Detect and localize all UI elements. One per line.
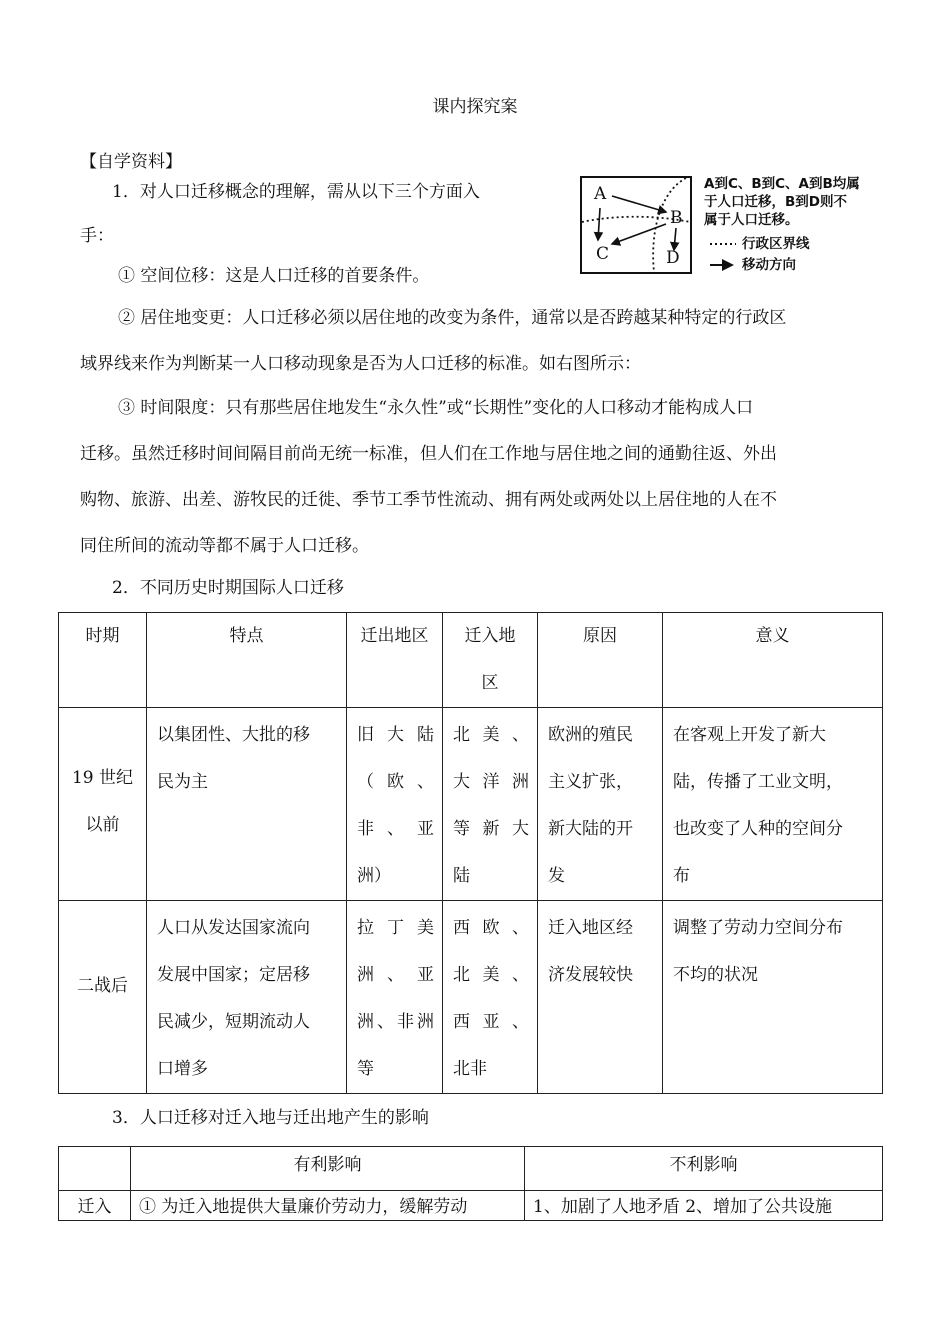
migration-history-table	[58, 612, 883, 1094]
item1-line2: 手：	[80, 226, 114, 246]
migration-diagram	[580, 172, 880, 276]
table-row	[59, 901, 883, 1094]
period-cell: 19 世纪 以前	[59, 708, 147, 901]
reason-cell: 欧洲的殖民 主义扩张， 新大陆的开 发	[538, 708, 663, 901]
reason-cell: 迁入地区经 济发展较快	[538, 901, 663, 1094]
header-period: 时期	[59, 613, 147, 708]
header-reason: 原因	[538, 613, 663, 708]
arrow-b-to-c	[612, 224, 666, 244]
favorable-cell: ① 为迁入地提供大量廉价劳动力，缓解劳动	[131, 1191, 525, 1221]
legend-boundary-label: 行政区界线	[742, 236, 810, 252]
impact-header-row	[59, 1147, 883, 1191]
item1-point1: ① 空间位移：这是人口迁移的首要条件。	[118, 266, 430, 286]
item1-point3-line2: 迁移。虽然迁移时间间隔目前尚无统一标准，但人们在工作地与居住地之间的通勤往返、外出	[80, 444, 777, 464]
meaning-cell: 调整了劳动力空间分布 不均的状况	[663, 901, 883, 1094]
impact-header-blank	[59, 1147, 131, 1191]
arrow-a-to-c	[598, 208, 600, 240]
impact-table	[58, 1146, 883, 1221]
unfavorable-cell: 1、加剧了人地矛盾 2、增加了公共设施	[525, 1191, 883, 1221]
label-a: A	[594, 184, 607, 204]
item1-point3-line1: ③ 时间限度：只有那些居住地发生“永久性”或“长期性”变化的人口移动才能构成人口	[118, 398, 754, 418]
arrow-a-to-b	[612, 196, 666, 212]
item1-point2-line1: ② 居住地变更：人口迁移必须以居住地的改变为条件，通常以是否跨越某种特定的行政区	[118, 308, 787, 328]
period-cell: 二战后	[59, 901, 147, 1094]
item1-point3-line4: 同住所间的流动等都不属于人口迁移。	[80, 536, 369, 556]
table-row	[59, 708, 883, 901]
header-meaning: 意义	[663, 613, 883, 708]
header-favorable: 有利影响	[131, 1147, 525, 1191]
legend-direction-label: 移动方向	[742, 257, 796, 273]
header-feature: 特点	[147, 613, 347, 708]
meaning-cell: 在客观上开发了新大 陆，传播了工业文明， 也改变了人种的空间分 布	[663, 708, 883, 901]
header-unfavorable: 不利影响	[525, 1147, 883, 1191]
item2-heading: 2．不同历史时期国际人口迁移	[112, 578, 344, 598]
item3-heading: 3．人口迁移对迁入地与迁出地产生的影响	[112, 1108, 429, 1128]
feature-cell: 人口从发达国家流向 发展中国家；定居移 民减少，短期流动人 口增多	[147, 901, 347, 1094]
header-in-region: 迁入地 区	[443, 613, 538, 708]
in-region-cell: 北 美 、 大 洋 洲 等 新 大 陆	[443, 708, 538, 901]
legend-line3: 属于人口迁移。	[704, 212, 799, 228]
label-d: D	[666, 248, 680, 268]
page-title: 课内探究案	[432, 97, 518, 117]
item1-point3-line3: 购物、旅游、出差、游牧民的迁徙、季节工季节性流动、拥有两处或两处以上居住地的人在不	[80, 490, 777, 510]
in-region-cell: 西 欧 、 北 美 、 西 亚 、 北非	[443, 901, 538, 1094]
header-out-region: 迁出地区	[347, 613, 443, 708]
out-region-cell: 拉 丁 美 洲 、 亚 洲、非洲 等	[347, 901, 443, 1094]
row-label-in: 迁入	[59, 1191, 131, 1221]
out-region-cell: 旧 大 陆 （ 欧 、 非 、 亚 洲）	[347, 708, 443, 901]
arrow-b-to-d	[674, 228, 676, 250]
feature-cell: 以集团性、大批的移 民为主	[147, 708, 347, 901]
item1-point2-line2: 域界线来作为判断某一人口移动现象是否为人口迁移的标准。如右图所示：	[80, 354, 641, 374]
legend-line1: A到C、B到C、A到B均属	[704, 176, 860, 192]
table-row	[59, 1191, 883, 1221]
label-b: B	[670, 208, 683, 228]
legend-line2: 于人口迁移，B到D则不	[704, 194, 847, 210]
label-c: C	[596, 244, 610, 264]
item1-line1: 1．对人口迁移概念的理解，需从以下三个方面入	[112, 182, 480, 202]
table-header-row	[59, 613, 883, 708]
section-label: 【自学资料】	[80, 152, 182, 172]
legend-symbols	[710, 236, 738, 276]
